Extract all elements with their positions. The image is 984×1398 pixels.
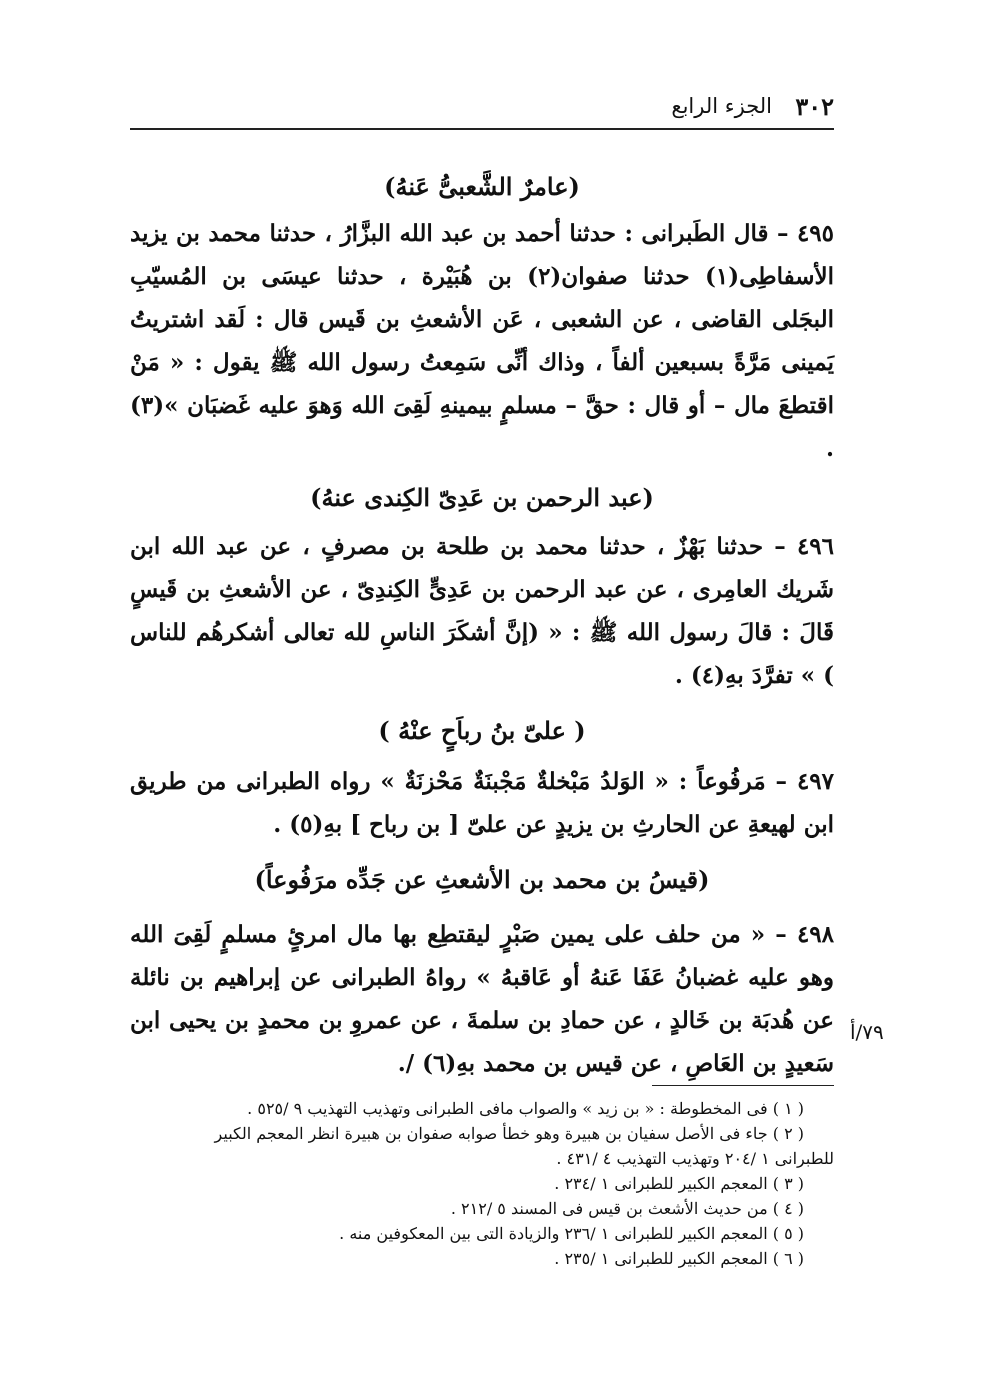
folio-margin-note: ٧٩/أ [850, 1020, 884, 1044]
footnote-6: ( ٦ ) المعجم الكبير للطبرانى ١ /٢٣٥ . [554, 1249, 804, 1268]
hadith-text: – « من حلف على يمين صَبْرٍ ليقتطِع بها مال امرئٍ مسلمٍ لَقِىَ الله وهو عليه غضبانُ عَفَا عَنهُ أو عَاقبهُ » رواهُ الطبرانى عن إبراهيم بن نائلة عن هُدبَة بن خَالدٍ ، عن حمادِ بن سلمةَ ، عن عمروِ بن محمدٍ بن يحيى ابن سَعيدٍ بن العَاصِ ، عن قيس بن محمد بهِ(٦) /. [130, 921, 834, 1077]
hadith-497 [130, 760, 834, 846]
hadith-text: – قال الطَبرانى : حدثنا أحمد بن عبد الله البزَّارُ ، حدثنا محمد بن يزيد الأسفاطِى(١) حدثنا صفوان(٢) بن هُبَيْرة ، حدثنا عيسَى بن المُسيّبِ البجَلى القاضى ، عن الشعبى ، عَن الأشعثِ بن قَيس قال : لَقد اشتريتُ يَمينى مَرَّةً بسبعين ألفاً ، وذاك أنِّى سَمِعتُ رسول الله ﷺ يقول : « مَنْ اقتطعَ مال – أو قال : حقَّ – مسلمٍ بيمينهِ لَقِىَ الله وَهوَ عليه غَضبَان »(٣) . [130, 220, 834, 462]
hadith-496 [130, 525, 834, 697]
footnote-2-continuation: للطبرانى ١ /٢٠٤ وتهذيب التهذيب ٤ /٤٣١ . [556, 1149, 834, 1168]
hadith-495 [130, 212, 834, 470]
footnote-rule [652, 1085, 834, 1086]
footnote-4: ( ٤ ) من حديث الأشعث بن قيس فى المسند ٥ /٢١٢ . [450, 1199, 804, 1218]
section-heading-qays: (قيسُ بن محمد بن الأشعثِ عن جَدِّه مرَفُوعاً) [254, 865, 710, 894]
section-heading-amir: (عامرٌ الشَّعبىُّ عَنهُ) [384, 172, 580, 201]
section-heading-ali: ( علىّ بنُ رباَحٍ عنْهُ ) [378, 716, 586, 745]
hadith-text: – مَرفُوعاً : « الوَلدُ مَبْخلةٌ مَجْبنَةٌ مَحْزنَةٌ » رواه الطبرانى من طريق ابن لهيعةِ عن الحارثِ بن يزيدٍ عن علىّ [ بن رباح ] بهِ(٥) . [130, 768, 834, 838]
page-header [130, 92, 834, 126]
footnote-3: ( ٣ ) المعجم الكبير للطبرانى ١ /٢٣٤ . [554, 1174, 804, 1193]
footnote-2: ( ٢ ) جاء فى الأصل سفيان بن هبيرة وهو خطأ صوابه صفوان بن هبيرة انظر المعجم الكبير [214, 1124, 804, 1143]
hadith-number: ٤٩٦ [796, 533, 834, 560]
page-number: ٣٠٢ [795, 92, 834, 121]
main-text [130, 165, 834, 1085]
hadith-number: ٤٩٥ [796, 220, 834, 247]
footnote-1: ( ١ ) فى المخطوطة : « بن زيد » والصواب مافى الطبرانى وتهذيب التهذيب ٩ /٥٢٥ . [247, 1099, 804, 1118]
hadith-number: ٤٩٧ [796, 768, 834, 795]
header-rule [130, 128, 834, 130]
hadith-text: – حدثنا بَهْزٌ ، حدثنا محمد بن طلحة بن مصرفٍ ، عن عبد الله ابن شَريك العامِرى ، عن عبد الرحمن بن عَدِىٍّ الكِندِىّ ، عن الأشعثِ بن قَيسٍ قَالَ : قالَ رسول الله ﷺ : « (إنَّ أشكَرَ الناسِ لله تعالى أشكرهُم للناس ) » تفرَّدَ بهِ(٤) . [130, 533, 834, 689]
section-heading-abdulrahman: (عبد الرحمن بن عَدِىّ الكِندى عنهُ) [310, 483, 654, 512]
hadith-number: ٤٩٨ [796, 921, 834, 948]
footnote-5: ( ٥ ) المعجم الكبير للطبرانى ١ /٢٣٦ والزيادة التى بين المعكوفين منه . [339, 1224, 804, 1243]
hadith-498 [130, 913, 834, 1085]
running-title: الجزء الرابع [671, 94, 772, 118]
footnotes [130, 1096, 834, 1271]
